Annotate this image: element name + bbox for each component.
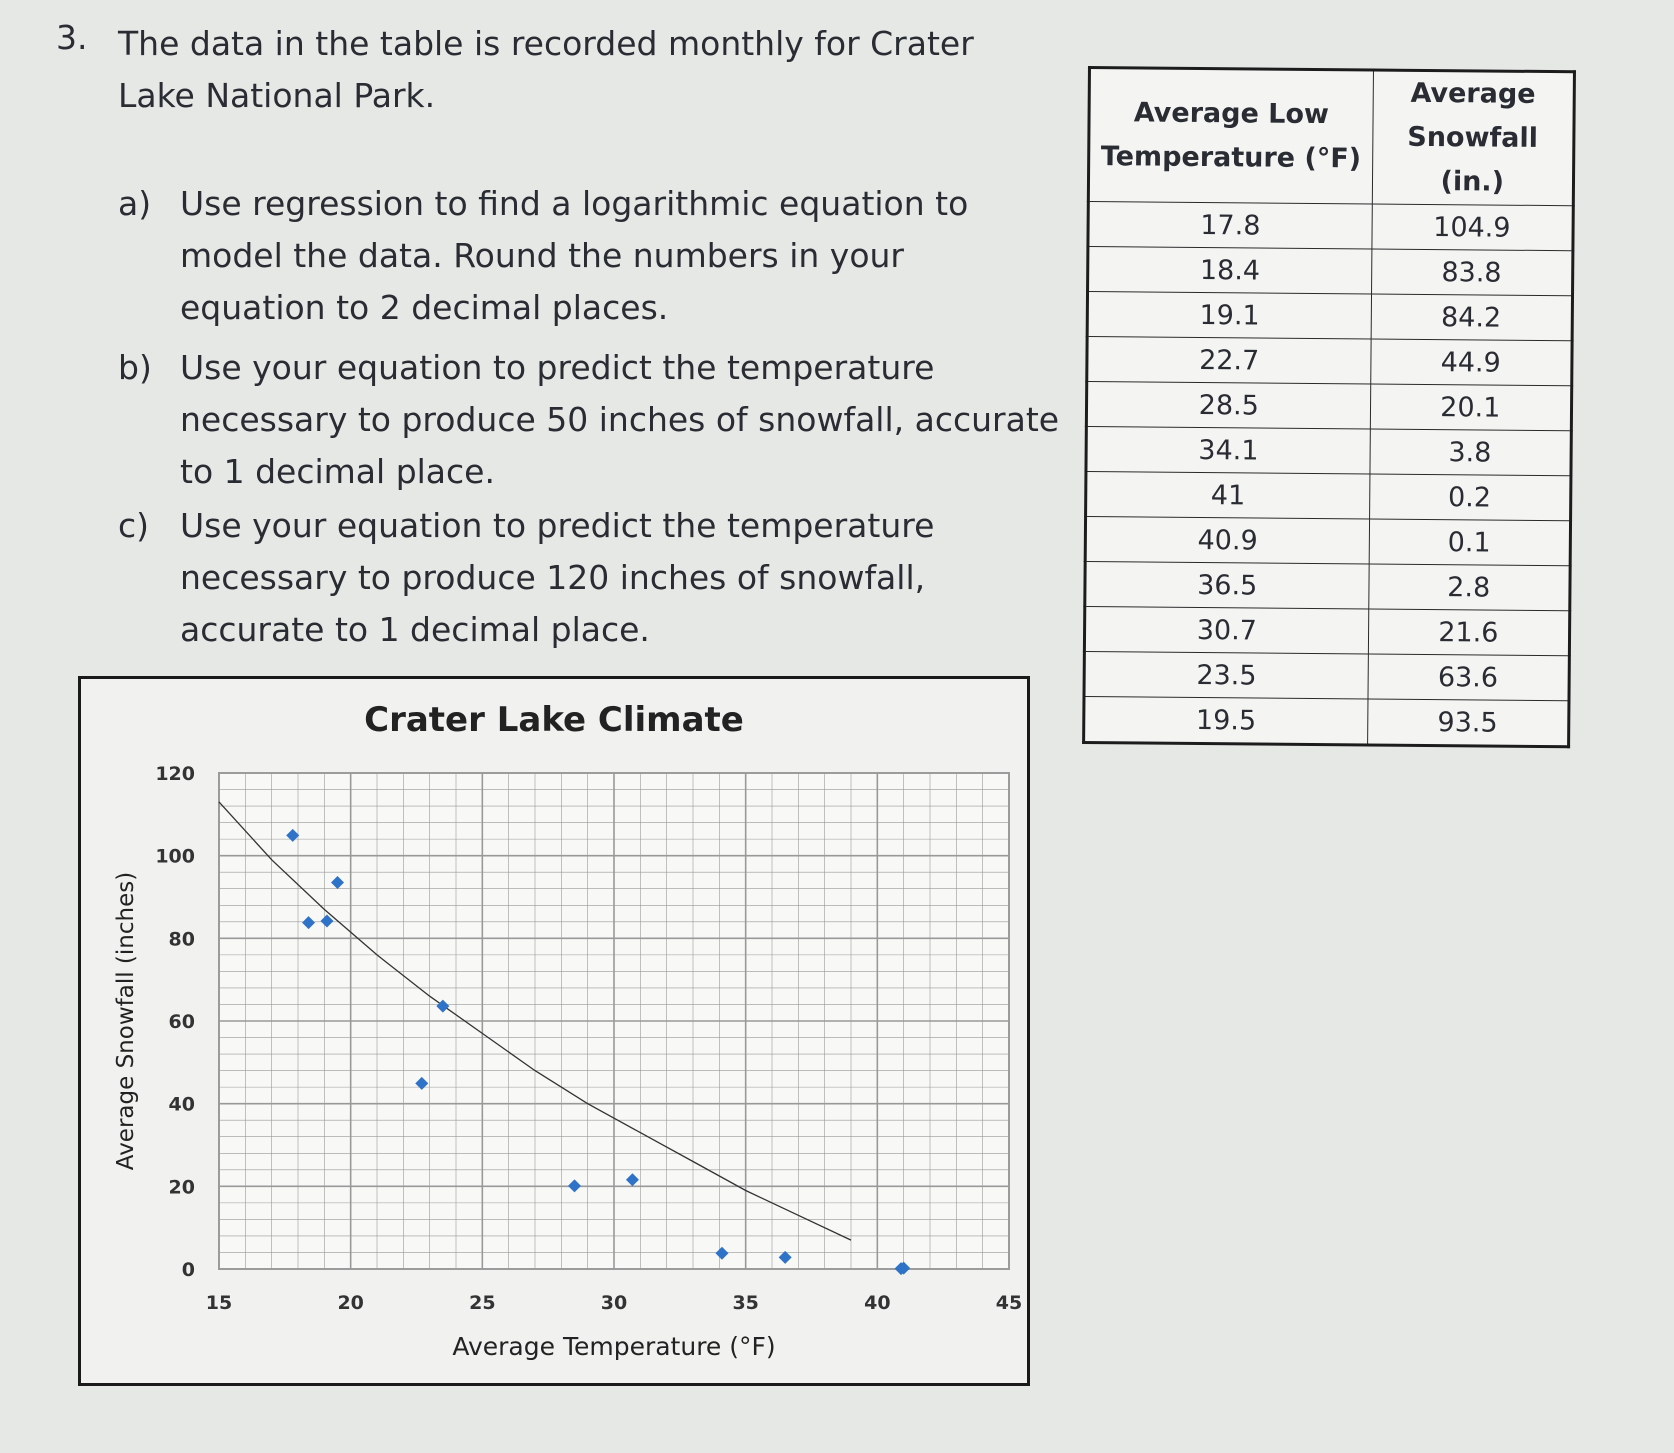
y-tick-label: 120 bbox=[155, 763, 195, 785]
table-row bbox=[1087, 292, 1572, 341]
temperature-cell: 19.5 bbox=[1084, 696, 1368, 744]
data-table bbox=[1082, 66, 1576, 748]
x-tick-label: 15 bbox=[205, 1292, 233, 1314]
x-tick-label: 45 bbox=[995, 1292, 1023, 1314]
part-c-text: Use your equation to predict the temperature necessary to produce 120 inches of snowfall, accurate to 1 decimal place. bbox=[180, 506, 935, 649]
table-row bbox=[1088, 247, 1573, 296]
y-tick-label: 60 bbox=[168, 1011, 195, 1033]
table-row bbox=[1085, 516, 1570, 565]
part-b-letter: b) bbox=[118, 348, 152, 387]
x-tick-label: 40 bbox=[864, 1292, 891, 1314]
x-tick-label: 30 bbox=[600, 1292, 628, 1314]
x-tick-label: 35 bbox=[732, 1292, 759, 1314]
y-tick-label: 0 bbox=[181, 1259, 195, 1281]
table-row bbox=[1088, 202, 1573, 251]
snowfall-cell: 20.1 bbox=[1370, 384, 1572, 431]
x-tick-label: 20 bbox=[337, 1292, 364, 1314]
scatter-chart bbox=[78, 676, 1030, 1386]
snowfall-cell: 0.2 bbox=[1369, 474, 1571, 521]
table-row bbox=[1084, 651, 1569, 700]
table-row bbox=[1086, 426, 1571, 475]
y-tick-label: 20 bbox=[168, 1176, 195, 1199]
table-row bbox=[1084, 606, 1569, 655]
table-row bbox=[1086, 382, 1571, 431]
y-tick-label: 80 bbox=[168, 928, 195, 951]
snowfall-cell: 83.8 bbox=[1371, 249, 1573, 296]
temperature-cell: 18.4 bbox=[1088, 247, 1372, 294]
part-c-letter: c) bbox=[118, 506, 150, 545]
snowfall-cell: 104.9 bbox=[1371, 204, 1573, 251]
part-b-text: Use your equation to predict the temperature necessary to produce 50 inches of snowfall, accurate to 1 decimal place. bbox=[180, 348, 1060, 491]
chart-svg bbox=[81, 679, 1027, 1383]
snowfall-cell: 0.1 bbox=[1369, 519, 1571, 566]
snowfall-cell: 21.6 bbox=[1368, 609, 1570, 656]
question-number: 3. bbox=[56, 18, 88, 57]
col-header-temperature: Average Low Temperature (°F) bbox=[1088, 68, 1373, 204]
snowfall-cell: 3.8 bbox=[1370, 429, 1572, 476]
temperature-cell: 17.8 bbox=[1088, 202, 1372, 249]
part-a-letter: a) bbox=[118, 184, 152, 223]
x-tick-label: 25 bbox=[469, 1292, 496, 1314]
table-row bbox=[1086, 471, 1571, 520]
snowfall-cell: 84.2 bbox=[1371, 294, 1573, 341]
temperature-cell: 28.5 bbox=[1086, 382, 1370, 429]
x-axis-label: Average Temperature (°F) bbox=[452, 1332, 776, 1361]
part-a-text: Use regression to find a logarithmic equation to model the data. Round the numbers in your equation to 2 decimal places. bbox=[180, 184, 969, 327]
y-tick-label: 100 bbox=[155, 845, 195, 868]
temperature-cell: 34.1 bbox=[1086, 426, 1370, 473]
temperature-cell: 41 bbox=[1086, 471, 1370, 518]
snowfall-cell: 2.8 bbox=[1368, 564, 1570, 611]
snowfall-cell: 44.9 bbox=[1370, 339, 1572, 386]
table-row bbox=[1084, 696, 1569, 746]
temperature-cell: 36.5 bbox=[1085, 561, 1369, 608]
question-stem: The data in the table is recorded monthly for Crater Lake National Park. bbox=[118, 24, 974, 115]
snowfall-cell: 93.5 bbox=[1367, 699, 1569, 747]
temperature-cell: 19.1 bbox=[1087, 292, 1371, 339]
y-tick-label: 40 bbox=[168, 1093, 195, 1116]
snowfall-cell: 63.6 bbox=[1368, 654, 1570, 701]
table-header-row bbox=[1088, 68, 1574, 206]
temperature-cell: 30.7 bbox=[1084, 606, 1368, 653]
y-axis-label: Average Snowfall (inches) bbox=[113, 871, 139, 1171]
chart-title: Crater Lake Climate bbox=[364, 700, 744, 740]
temperature-cell: 22.7 bbox=[1087, 337, 1371, 384]
table-row bbox=[1085, 561, 1570, 610]
col-header-snowfall: Average Snowfall (in.) bbox=[1372, 70, 1575, 206]
temperature-cell: 23.5 bbox=[1084, 651, 1368, 698]
table-row bbox=[1087, 337, 1572, 386]
temperature-cell: 40.9 bbox=[1085, 516, 1369, 563]
